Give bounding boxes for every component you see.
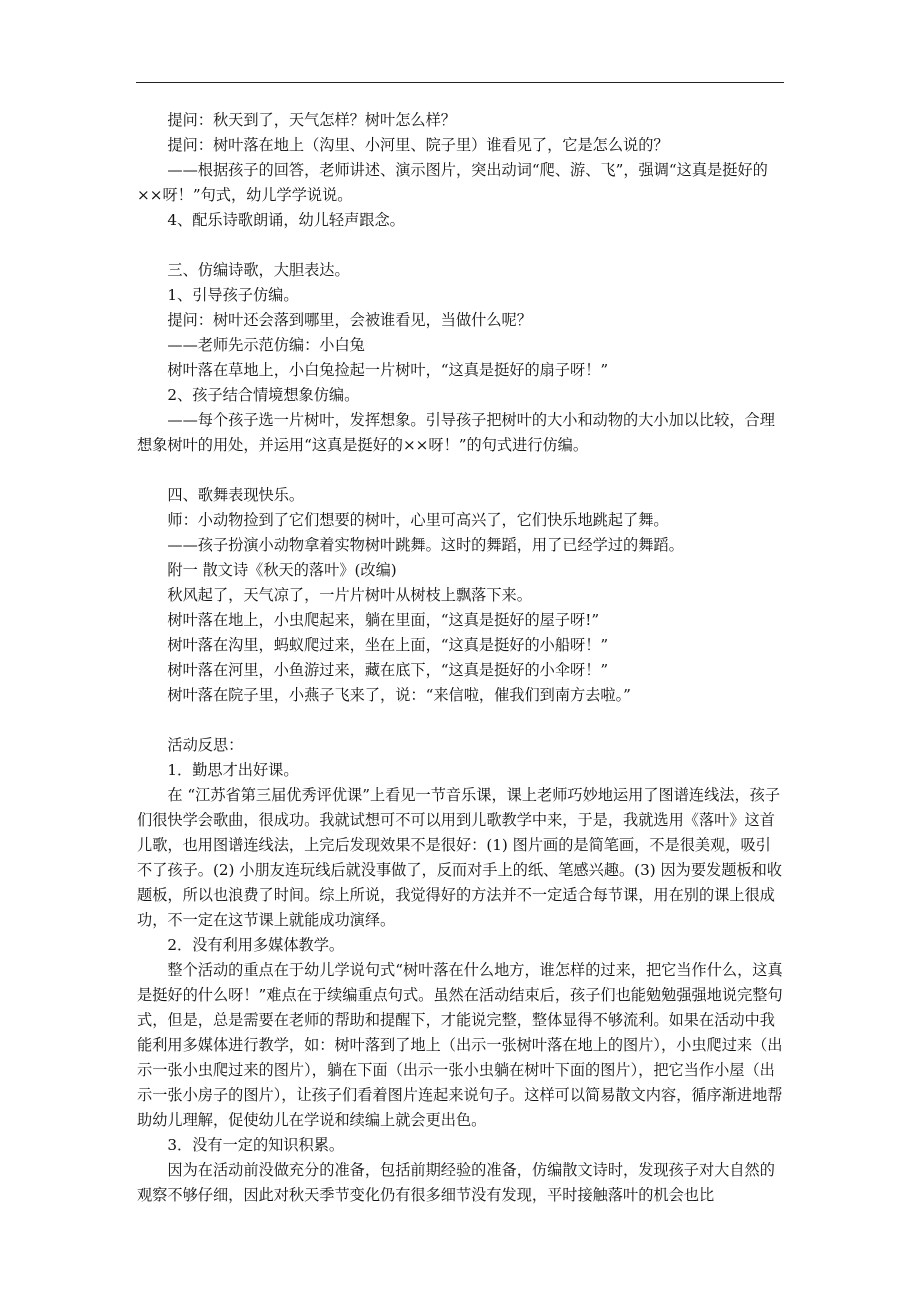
teacher-note: ——每个孩子选一片树叶，发挥想象。引导孩子把树叶的大小和动物的大小加以比较，合理想象树叶的用处，并运用“这真是挺好的××呀！”的句式进行仿编。 <box>137 411 775 454</box>
spacer <box>137 708 785 733</box>
poem-line: 树叶落在地上，小虫爬起来，躺在里面，“这真是挺好的屋子呀!” <box>167 611 600 629</box>
example-line: 树叶落在草地上，小白兔捡起一片树叶，“这真是挺好的扇子呀！” <box>167 361 609 379</box>
document-body <box>137 108 785 1208</box>
poem-line: 树叶落在河里，小鱼游过来，藏在底下，“这真是挺好的小伞呀！” <box>167 661 609 679</box>
teacher-note: ——孩子扮演小动物拿着实物树叶跳舞。这时的舞蹈，用了已经学过的舞蹈。 <box>167 536 684 554</box>
appendix-title: 附一 散文诗《秋天的落叶》(改编) <box>167 561 397 579</box>
poem-line: 秋风起了，天气凉了，一片片树叶从树枝上飘落下来。 <box>167 586 532 604</box>
teacher-line: 师：小动物捡到了它们想要的树叶，心里可高兴了，它们快乐地跳起了舞。 <box>167 511 669 529</box>
header-rule <box>136 82 784 83</box>
spacer <box>137 458 785 483</box>
question-line: 提问：树叶还会落到哪里，会被谁看见，当做什么呢？ <box>167 311 532 329</box>
question-line: 提问：秋天到了，天气怎样？树叶怎么样？ <box>167 111 456 129</box>
poem-line: 树叶落在沟里，蚂蚁爬过来，坐在上面，“这真是挺好的小船呀！” <box>167 636 609 654</box>
reflection-heading: 活动反思： <box>167 736 244 754</box>
reflection-point-title: 3．没有一定的知识积累。 <box>167 1136 345 1154</box>
spacer <box>137 233 785 258</box>
reflection-paragraph: 在 “江苏省第三届优秀评优课”上看见一节音乐课，课上老师巧妙地运用了图谱连线法，孩子们很快学会歌曲，很成功。我就试想可不可以用到儿歌教学中来，于是，我就选用《落叶》这首儿歌，也用图谱连线法，上完后发现效果不是很好：(1) 图片画的是简笔画，不是很美观，吸引不了孩子。(2) 小朋友连玩线后就没事做了，反而对手上的纸、笔感兴趣。(3) 因为要发题板和收题板，所以也浪费了时间。综上所说，我觉得好的方法并不一定适合每节课，用在别的课上很成功，不一定在这节课上就能成功演绎。 <box>137 786 782 929</box>
section-heading-3: 三、仿编诗歌，大胆表达。 <box>167 261 350 279</box>
poem-line: 树叶落在院子里，小燕子飞来了，说：“来信啦，催我们到南方去啦。” <box>167 686 631 704</box>
step-item: 1、引导孩子仿编。 <box>167 286 299 304</box>
reflection-point-title: 1．勤思才出好课。 <box>167 761 299 779</box>
step-item: 2、孩子结合情境想象仿编。 <box>167 386 360 404</box>
reflection-paragraph: 整个活动的重点在于幼儿学说句式“树叶落在什么地方，谁怎样的过来，把它当作什么，这真是挺好的什么呀！”难点在于续编重点句式。虽然在活动结束后，孩子们也能勉勉强强地说完整句式，但是，总是需要在老师的帮助和提醒下，才能说完整，整体显得不够流利。如果在活动中我能利用多媒体进行教学，如：树叶落到了地上（出示一张树叶落在地上的图片），小虫爬过来（出示一张小虫爬过来的图片），躺在下面（出示一张小虫躺在树叶下面的图片），把它当作小屋（出示一张小房子的图片），让孩子们看着图片连起来说句子。这样可以简易散文内容，循序渐进地帮助幼儿理解，促使幼儿在学说和续编上就会更出色。 <box>137 961 783 1129</box>
teacher-note: ——老师先示范仿编：小白兔 <box>167 336 365 354</box>
step-item: 4、配乐诗歌朗诵，幼儿轻声跟念。 <box>167 211 405 229</box>
question-line: 提问：树叶落在地上（沟里、小河里、院子里）谁看见了，它是怎么说的？ <box>167 136 669 154</box>
teacher-note: ——根据孩子的回答，老师讲述、演示图片，突出动词“爬、游、飞”，强调“这真是挺好的××呀！”句式，幼儿学学说说。 <box>137 161 768 204</box>
section-heading-4: 四、歌舞表现快乐。 <box>167 486 305 504</box>
reflection-paragraph: 因为在活动前没做充分的准备，包括前期经验的准备，仿编散文诗时，发现孩子对大自然的观察不够仔细，因此对秋天季节变化仍有很多细节没有发现，平时接触落叶的机会也比 <box>137 1161 775 1204</box>
reflection-point-title: 2．没有利用多媒体教学。 <box>167 936 345 954</box>
